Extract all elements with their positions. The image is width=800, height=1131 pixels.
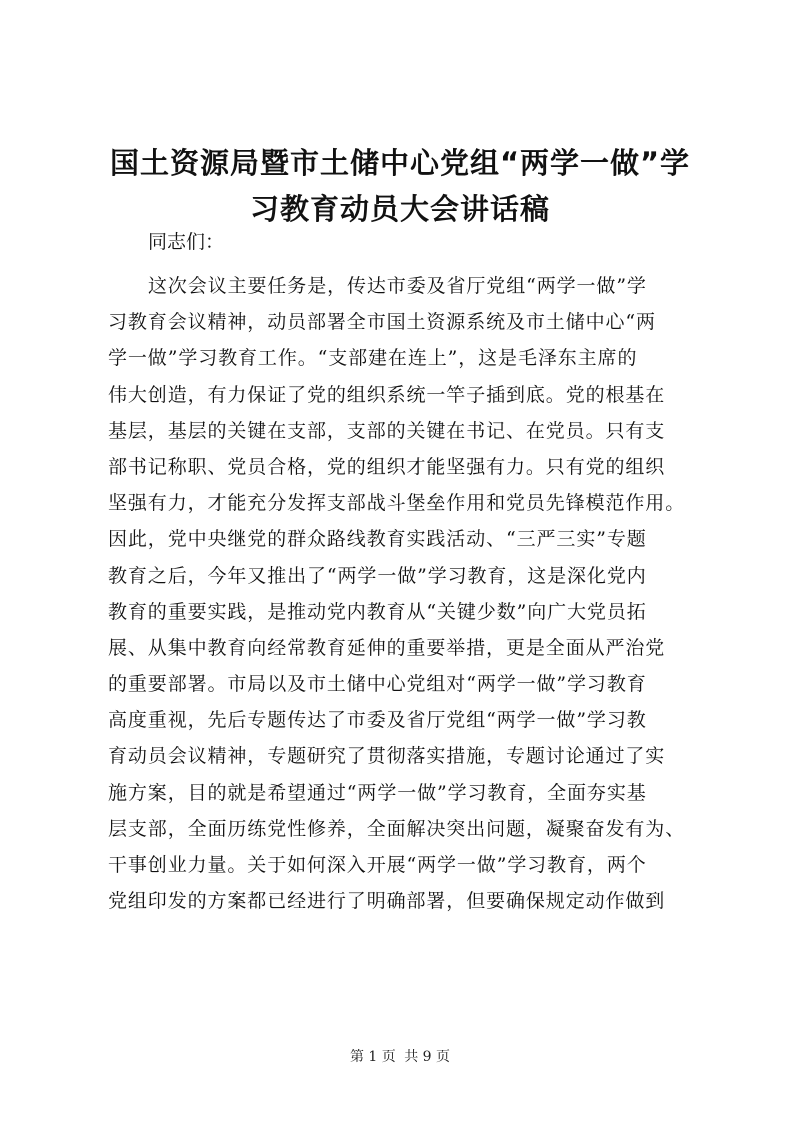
body-line: 高度重视，先后专题传达了市委及省厅党组“两学一做”学习教 <box>108 709 647 732</box>
body-line: 教育之后，今年又推出了“两学一做”学习教育，这是深化党内 <box>108 564 647 587</box>
body-text <box>108 268 708 919</box>
body-line: 层支部，全面历练党性修养，全面解决突出问题，凝聚奋发有为、 <box>108 817 686 840</box>
body-line: 展、从集中教育向经常教育延伸的重要举措，更是全面从严治党 <box>108 636 666 659</box>
title-line-1: 国土资源局暨市土储中心党组“两学一做”学 <box>109 146 691 180</box>
body-line: 坚强有力，才能充分发挥支部战斗堡垒作用和党员先锋模范作用。 <box>108 492 686 515</box>
body-line: 的重要部署。市局以及市土储中心党组对“两学一做”学习教育 <box>108 673 647 696</box>
body-line: 教育的重要实践，是推动党内教育从“关键少数”向广大党员拓 <box>108 600 647 623</box>
page-footer <box>0 1047 800 1067</box>
body-line: 干事创业力量。关于如何深入开展“两学一做”学习教育，两个 <box>108 854 647 876</box>
body-line: 这次会议主要任务是，传达市委及省厅党组“两学一做”学 <box>148 275 647 297</box>
body-line: 习教育会议精神，动员部署全市国土资源系统及市土储中心“两 <box>108 311 656 334</box>
body-line: 施方案，目的就是希望通过“两学一做”学习教育，全面夯实基 <box>108 781 647 804</box>
body-line: 部书记称职、党员合格，党的组织才能坚强有力。只有党的组织 <box>108 455 666 478</box>
body-line: 党组印发的方案都已经进行了明确部署，但要确保规定动作做到 <box>108 890 666 913</box>
document-title <box>100 140 700 232</box>
page-total: 共 9 页 <box>404 1049 451 1065</box>
salutation: 同志们： <box>148 231 225 253</box>
title-line-2: 习教育动员大会讲话稿 <box>249 192 550 226</box>
body-line: 基层，基层的关键在支部，支部的关键在书记、在党员。只有支 <box>108 419 666 442</box>
body-line: 育动员会议精神，专题研究了贯彻落实措施，专题讨论通过了实 <box>108 745 666 768</box>
body-line: 学一做”学习教育工作。“支部建在连上”，这是毛泽东主席的 <box>108 347 638 370</box>
body-line: 因此，党中央继党的群众路线教育实践活动、“三严三实”专题 <box>108 528 647 551</box>
body-line: 伟大创造，有力保证了党的组织系统一竿子插到底。党的根基在 <box>108 383 666 406</box>
page-number: 第 1 页 <box>349 1049 396 1065</box>
